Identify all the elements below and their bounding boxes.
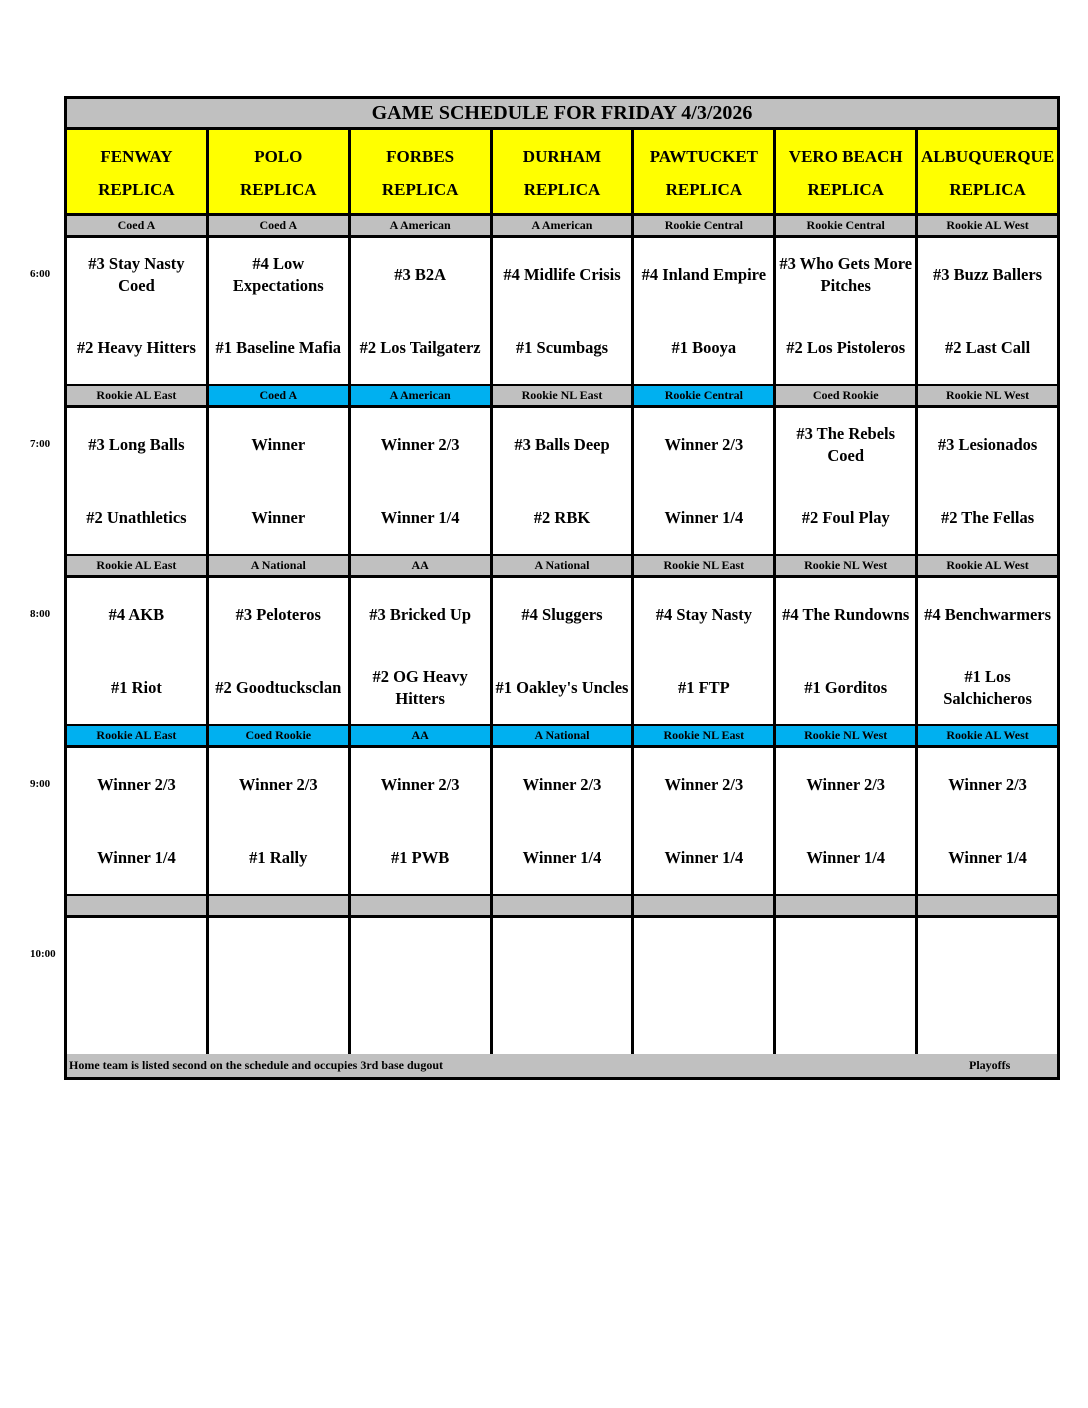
away-team: Winner 2/3 xyxy=(238,775,318,794)
division-label: Rookie Central xyxy=(634,386,773,405)
away-team: Winner 2/3 xyxy=(380,775,460,794)
division-label: Rookie NL East xyxy=(493,386,632,405)
division-label: Coed A xyxy=(209,386,348,405)
home-team: #1 FTP xyxy=(677,678,730,697)
game-cell xyxy=(493,918,632,1064)
venue-name: ALBUQUERQUE xyxy=(920,147,1055,166)
home-team: Winner 1/4 xyxy=(948,848,1027,867)
away-team: #4 Stay Nasty xyxy=(655,605,752,624)
division-row xyxy=(67,216,1057,235)
venue-subtitle: REPLICA xyxy=(523,180,601,199)
game-cell xyxy=(67,408,206,554)
away-team: Winner 2/3 xyxy=(664,775,744,794)
time-label: 9:00 xyxy=(30,778,51,790)
venue-name: FORBES xyxy=(386,147,455,166)
home-team: #2 Goodtucksclan xyxy=(215,678,342,697)
division-label: A National xyxy=(209,556,348,575)
away-team: Winner 2/3 xyxy=(380,435,460,454)
division-label xyxy=(634,896,773,915)
away-team xyxy=(634,918,773,992)
division-label: Rookie Central xyxy=(634,216,773,235)
game-cell xyxy=(776,918,915,1064)
away-team: #3 Bricked Up xyxy=(369,605,472,624)
division-label: A National xyxy=(493,726,632,745)
away-team: #3 Lesionados xyxy=(937,435,1038,454)
division-label xyxy=(776,896,915,915)
home-team: Winner xyxy=(251,508,306,527)
home-team: #2 Los Pistoleros xyxy=(786,338,906,357)
venue-name: DURHAM xyxy=(522,147,602,166)
division-label: Coed A xyxy=(67,216,206,235)
away-team xyxy=(918,918,1057,992)
division-label: Rookie NL East xyxy=(634,726,773,745)
home-team: Winner 1/4 xyxy=(664,848,744,867)
game-cell xyxy=(634,408,773,554)
venue-header xyxy=(634,130,773,213)
venue-subtitle: REPLICA xyxy=(665,180,743,199)
division-label: Rookie NL East xyxy=(634,556,773,575)
venue-name: VERO BEACH xyxy=(788,147,903,166)
away-team: #3 Stay Nasty Coed xyxy=(88,254,185,295)
home-team: #2 Foul Play xyxy=(801,508,890,527)
schedule-table xyxy=(64,96,1060,1080)
home-team: Winner 1/4 xyxy=(522,848,602,867)
home-team: Winner 1/4 xyxy=(806,848,886,867)
away-team: #4 The Rundowns xyxy=(782,605,910,624)
game-cell xyxy=(493,748,632,894)
game-cell xyxy=(634,578,773,724)
division-label: Rookie AL West xyxy=(918,556,1057,575)
home-team: #2 OG Heavy Hitters xyxy=(372,667,468,708)
game-cell xyxy=(634,748,773,894)
away-team: #4 Midlife Crisis xyxy=(503,265,621,284)
time-label: 8:00 xyxy=(30,608,51,620)
away-team: #4 Inland Empire xyxy=(641,265,767,284)
home-team: Winner 1/4 xyxy=(664,508,744,527)
game-cell xyxy=(493,238,632,384)
venue-header xyxy=(776,130,915,213)
away-team: #4 AKB xyxy=(108,605,165,624)
division-row xyxy=(67,896,1057,915)
venue-subtitle: REPLICA xyxy=(381,180,459,199)
game-cell xyxy=(209,748,348,894)
home-team: #1 Gorditos xyxy=(804,678,888,697)
venue-header-row xyxy=(67,130,1057,213)
game-cell xyxy=(67,578,206,724)
home-team: #1 Rally xyxy=(249,848,308,867)
away-team xyxy=(67,918,206,992)
away-team: Winner 2/3 xyxy=(664,435,744,454)
venue-subtitle: REPLICA xyxy=(949,180,1026,199)
home-team: #2 Heavy Hitters xyxy=(76,338,196,357)
game-cell xyxy=(493,578,632,724)
division-label xyxy=(67,896,206,915)
game-cell xyxy=(67,238,206,384)
away-team: #3 Buzz Ballers xyxy=(933,265,1043,284)
division-label: Rookie AL East xyxy=(67,556,206,575)
game-cell xyxy=(918,578,1057,724)
division-label: A American xyxy=(351,216,490,235)
game-row xyxy=(67,748,1057,893)
division-label: Coed A xyxy=(209,216,348,235)
home-team: #2 Los Tailgaterz xyxy=(359,338,481,357)
venue-subtitle: REPLICA xyxy=(807,180,884,199)
venue-name: PAWTUCKET xyxy=(649,147,758,166)
venue-name: POLO xyxy=(254,147,303,166)
game-cell xyxy=(918,748,1057,894)
division-label xyxy=(493,896,632,915)
footer-note: Home team is listed second on the schedule and occupies 3rd base dugout xyxy=(69,1058,444,1072)
away-team: Winner xyxy=(251,435,306,454)
venue-subtitle: REPLICA xyxy=(98,180,175,199)
away-team: #4 Benchwarmers xyxy=(924,605,1052,624)
away-team xyxy=(493,918,632,992)
away-team: Winner 2/3 xyxy=(522,775,602,794)
game-cell xyxy=(209,238,348,384)
venue-name: FENWAY xyxy=(100,147,173,166)
division-label: AA xyxy=(351,556,490,575)
game-cell xyxy=(634,238,773,384)
away-team: #3 Balls Deep xyxy=(514,435,610,454)
game-cell xyxy=(351,748,490,894)
division-label: Rookie NL West xyxy=(918,386,1057,405)
away-team: Winner 2/3 xyxy=(948,775,1027,794)
venue-header xyxy=(918,130,1057,213)
game-cell xyxy=(918,408,1057,554)
home-team: #2 The Fellas xyxy=(940,508,1035,527)
game-cell xyxy=(209,918,348,1064)
away-team: #3 Long Balls xyxy=(88,435,185,454)
game-cell xyxy=(918,238,1057,384)
division-label: Rookie AL West xyxy=(918,726,1057,745)
game-cell xyxy=(351,918,490,1064)
home-team: #2 Last Call xyxy=(944,338,1031,357)
away-team: #3 B2A xyxy=(394,265,447,284)
home-team: #1 Booya xyxy=(671,338,737,357)
game-cell xyxy=(776,748,915,894)
time-label: 10:00 xyxy=(30,948,56,960)
time-label: 6:00 xyxy=(30,268,51,280)
home-team: #1 PWB xyxy=(391,848,450,867)
home-team: #1 Los Salchicheros xyxy=(943,667,1032,708)
home-team: #1 Scumbags xyxy=(515,338,609,357)
venue-header xyxy=(67,130,206,213)
away-team xyxy=(209,918,348,992)
game-cell xyxy=(351,578,490,724)
division-label: A American xyxy=(351,386,490,405)
division-label xyxy=(351,896,490,915)
game-cell xyxy=(776,408,915,554)
game-cell xyxy=(209,578,348,724)
division-label: Coed Rookie xyxy=(776,386,915,405)
away-team: #3 The Rebels Coed xyxy=(796,424,896,465)
game-cell xyxy=(776,578,915,724)
footer-bar xyxy=(67,1054,1057,1077)
division-label: Rookie NL West xyxy=(776,556,915,575)
venue-subtitle: REPLICA xyxy=(240,180,317,199)
away-team: #4 Sluggers xyxy=(521,605,603,624)
division-row xyxy=(67,386,1057,405)
division-label: AA xyxy=(351,726,490,745)
home-team: #1 Baseline Mafia xyxy=(215,338,342,357)
game-cell xyxy=(67,748,206,894)
division-label: A American xyxy=(493,216,632,235)
division-label: A National xyxy=(493,556,632,575)
away-team xyxy=(351,918,490,992)
division-label: Rookie Central xyxy=(776,216,915,235)
away-team: #3 Who Gets More Pitches xyxy=(779,254,913,295)
division-label xyxy=(209,896,348,915)
game-cell xyxy=(634,918,773,1064)
home-team: #2 Unathletics xyxy=(86,508,187,527)
division-label: Rookie AL West xyxy=(918,216,1057,235)
home-team: Winner 1/4 xyxy=(97,848,176,867)
venue-header xyxy=(493,130,632,213)
game-row xyxy=(67,918,1057,1063)
division-label xyxy=(918,896,1057,915)
division-row xyxy=(67,726,1057,745)
game-row xyxy=(67,578,1057,723)
division-label: Coed Rookie xyxy=(209,726,348,745)
page-title: GAME SCHEDULE FOR FRIDAY 4/3/2026 xyxy=(67,99,1057,130)
game-cell xyxy=(776,238,915,384)
away-team: #3 Peloteros xyxy=(235,605,321,624)
away-team: Winner 2/3 xyxy=(97,775,176,794)
home-team: #1 Oakley's Uncles xyxy=(495,678,629,697)
game-cell xyxy=(67,918,206,1064)
game-cell xyxy=(351,238,490,384)
away-team: #4 Low Expectations xyxy=(232,254,324,295)
division-label: Rookie AL East xyxy=(67,726,206,745)
game-cell xyxy=(918,918,1057,1064)
time-label: 7:00 xyxy=(30,438,51,450)
division-label: Rookie NL West xyxy=(776,726,915,745)
home-team: #2 RBK xyxy=(533,508,591,527)
home-team: Winner 1/4 xyxy=(380,508,460,527)
game-cell xyxy=(351,408,490,554)
game-cell xyxy=(209,408,348,554)
division-row xyxy=(67,556,1057,575)
game-cell xyxy=(493,408,632,554)
venue-header xyxy=(351,130,490,213)
game-row xyxy=(67,408,1057,553)
game-row xyxy=(67,238,1057,383)
away-team: Winner 2/3 xyxy=(806,775,886,794)
venue-header xyxy=(209,130,348,213)
footer-label: Playoffs xyxy=(969,1058,1011,1072)
home-team: #1 Riot xyxy=(110,678,162,697)
away-team xyxy=(776,918,915,992)
division-label: Rookie AL East xyxy=(67,386,206,405)
